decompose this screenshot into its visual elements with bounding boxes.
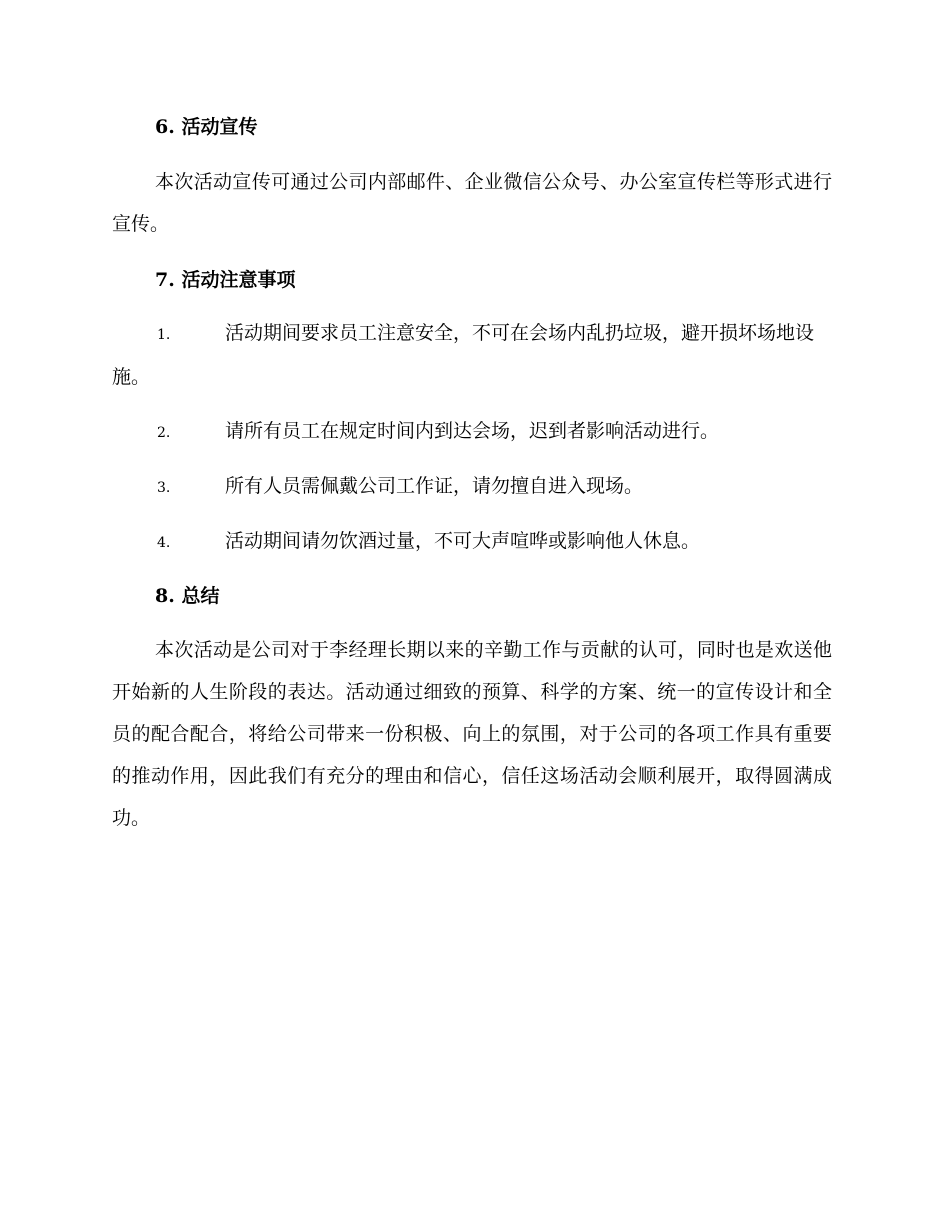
section-heading-8: 8. 总结	[155, 585, 220, 607]
section-6-paragraph: 本次活动宣传可通过公司内部邮件、企业微信公众号、办公室宣传栏等形式进行宣传。	[112, 171, 832, 235]
list-item-text: 活动期间请勿饮酒过量，不可大声喧哗或影响他人休息。	[225, 530, 701, 552]
list-item-text: 活动期间要求员工注意安全，不可在会场内乱扔垃圾，避开损坏场地设施。	[112, 322, 815, 388]
list-item-number: 3.	[157, 480, 171, 496]
section-heading-6: 6. 活动宣传	[155, 116, 258, 138]
list-item	[112, 312, 832, 398]
list-item-text: 请所有员工在规定时间内到达会场，迟到者影响活动进行。	[225, 420, 720, 442]
section-8-paragraph: 本次活动是公司对于李经理长期以来的辛勤工作与贡献的认可，同时也是欢送他开始新的人生阶段的表达。活动通过细致的预算、科学的方案、统一的宣传设计和全员的配合配合，将给公司带来一份积极、向上的氛围，对于公司的各项工作具有重要的推动作用，因此我们有充分的理由和信心，信任这场活动会顺利展开，取得圆满成功。	[112, 639, 832, 829]
list-item-text: 所有人员需佩戴公司工作证，请勿擅自进入现场。	[225, 475, 644, 497]
list-item-number: 2.	[157, 425, 171, 441]
list-item	[112, 520, 832, 564]
list-item-number: 1.	[157, 327, 171, 343]
list-item-number: 4.	[157, 535, 171, 551]
list-item	[112, 465, 832, 509]
list-item	[112, 410, 832, 454]
section-heading-7: 7. 活动注意事项	[155, 269, 296, 291]
